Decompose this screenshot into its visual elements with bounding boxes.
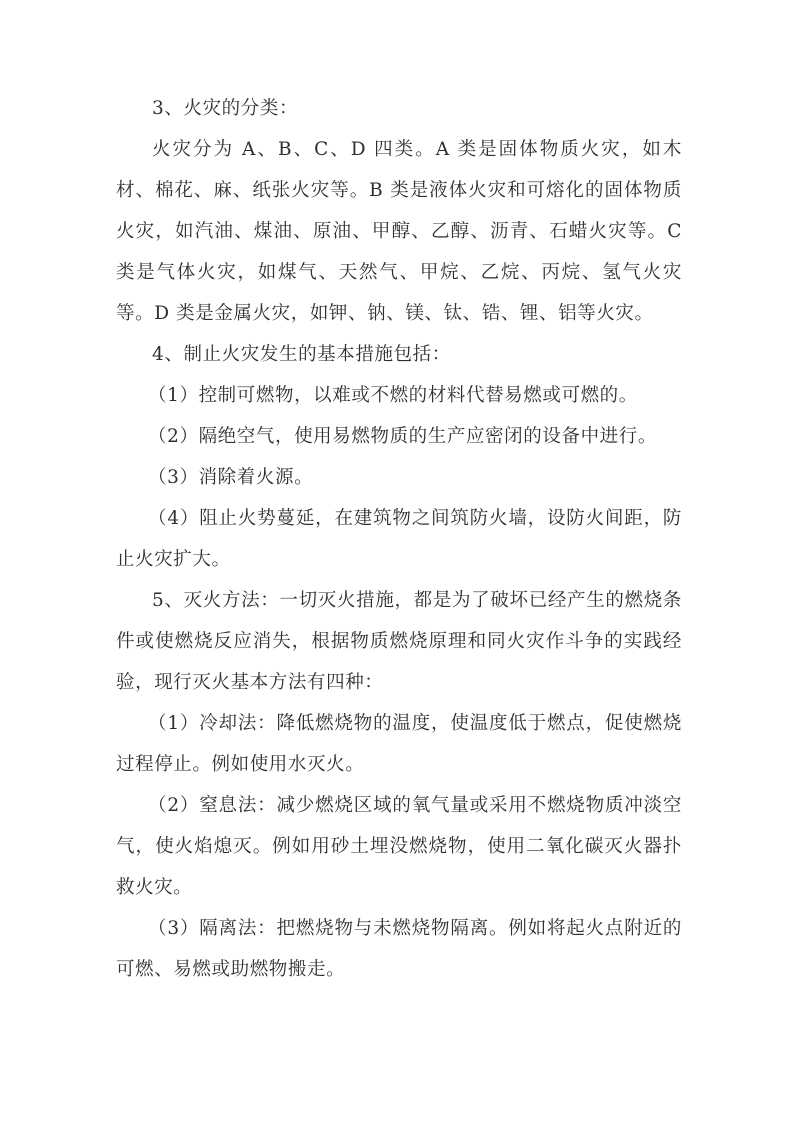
document-text-body [116, 88, 682, 990]
paragraph-extinguishing-item-2-suffocation: （2）窒息法：减少燃烧区域的氧气量或采用不燃烧物质冲淡空气，使火焰熄灭。例如用砂土埋没燃烧物，使用二氧化碳灭火器扑救火灾。 [116, 795, 682, 898]
paragraph-prevention-item-4: （4）阻止火势蔓延，在建筑物之间筑防火墙，设防火间距，防止火灾扩大。 [116, 508, 682, 570]
paragraph-fire-classification-body: 火灾分为 A、B、C、D 四类。A 类是固体物质火灾，如木材、棉花、麻、纸张火灾等。B 类是液体火灾和可熔化的固体物质火灾，如汽油、煤油、原油、甲醇、乙醇、沥青、石蜡火灾等。C 类是气体火灾，如煤气、天然气、甲烷、乙烷、丙烷、氢气火灾等。D 类是金属火灾，如钾、钠、镁、钛、锆、锂、铝等火灾。 [116, 139, 682, 324]
paragraph-prevention-measures-heading: 4、制止火灾发生的基本措施包括： [152, 344, 451, 365]
paragraph-prevention-item-1: （1）控制可燃物，以难或不燃的材料代替易燃或可燃的。 [148, 385, 638, 406]
paragraph-extinguishing-methods-heading: 5、灭火方法：一切灭火措施，都是为了破坏已经产生的燃烧条件或使燃烧反应消失，根据物质燃烧原理和同火灾作斗争的实践经验，现行灭火基本方法有四种： [116, 590, 682, 693]
paragraph-extinguishing-item-1-cooling: （1）冷却法：降低燃烧物的温度，使温度低于燃点，促使燃烧过程停止。例如使用水灭火。 [116, 713, 682, 775]
paragraph-prevention-item-3: （3）消除着火源。 [148, 467, 314, 488]
paragraph-extinguishing-item-3-isolation: （3）隔离法：把燃烧物与未燃烧物隔离。例如将起火点附近的可燃、易燃或助燃物搬走。 [116, 918, 682, 980]
paragraph-fire-classification-heading: 3、火灾的分类： [152, 98, 299, 119]
paragraph-prevention-item-2: （2）隔绝空气，使用易燃物质的生产应密闭的设备中进行。 [148, 426, 657, 447]
